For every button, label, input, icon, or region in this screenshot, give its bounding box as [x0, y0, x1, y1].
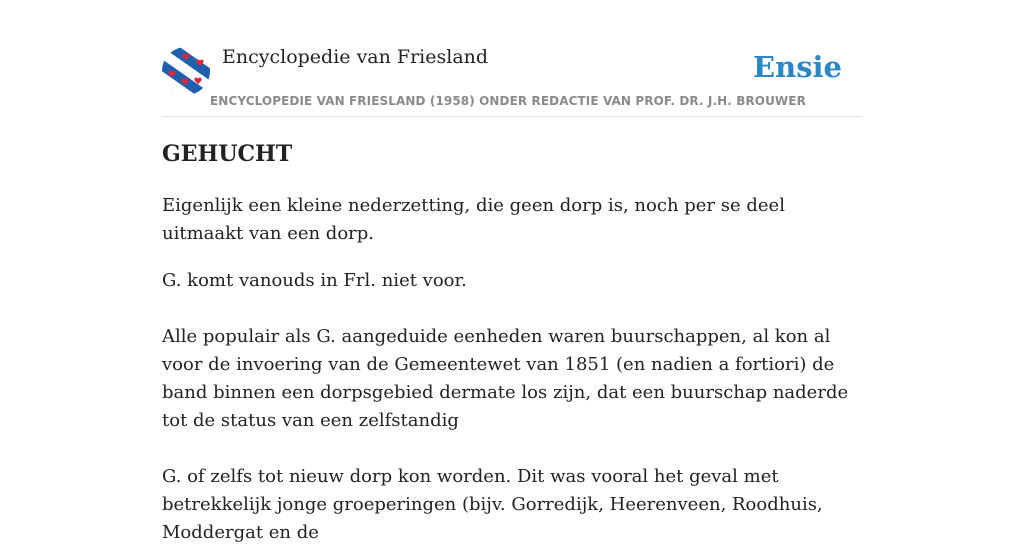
- entry-paragraph: Eigenlijk een kleine nederzetting, die geen dorp is, noch per se deel uitmaakt van een dorp.: [162, 195, 785, 244]
- site-title[interactable]: Encyclopedie van Friesland: [222, 46, 489, 68]
- entry-paragraph: G. komt vanouds in Frl. niet voor.: [162, 270, 467, 291]
- entry-content: [162, 192, 862, 547]
- page: [162, 0, 862, 543]
- ensie-brand-logo[interactable]: Ensie: [753, 50, 842, 84]
- entry-paragraph: G. of zelfs tot nieuw dorp kon worden. Dit was vooral het geval met betrekkelijk jonge groeperingen (bijv. Gorredijk, Heerenveen, Roodhuis, Moddergat en de: [162, 466, 823, 543]
- header: [162, 46, 862, 117]
- entry-paragraph: Alle populair als G. aangeduide eenheden waren buurschappen, al kon al voor de invoering van de Gemeentewet van 1851 (en nadien a fortiori) de band binnen een dorpsgebied dermate los zijn, dat een buurschap naderde tot de status van een zelfstandig: [162, 326, 849, 431]
- entry-title: GEHUCHT: [162, 141, 293, 167]
- site-subtitle: ENCYCLOPEDIE VAN FRIESLAND (1958) ONDER REDACTIE VAN PROF. DR. J.H. BROUWER: [210, 94, 806, 108]
- frisian-flag-logo-icon[interactable]: [162, 47, 210, 95]
